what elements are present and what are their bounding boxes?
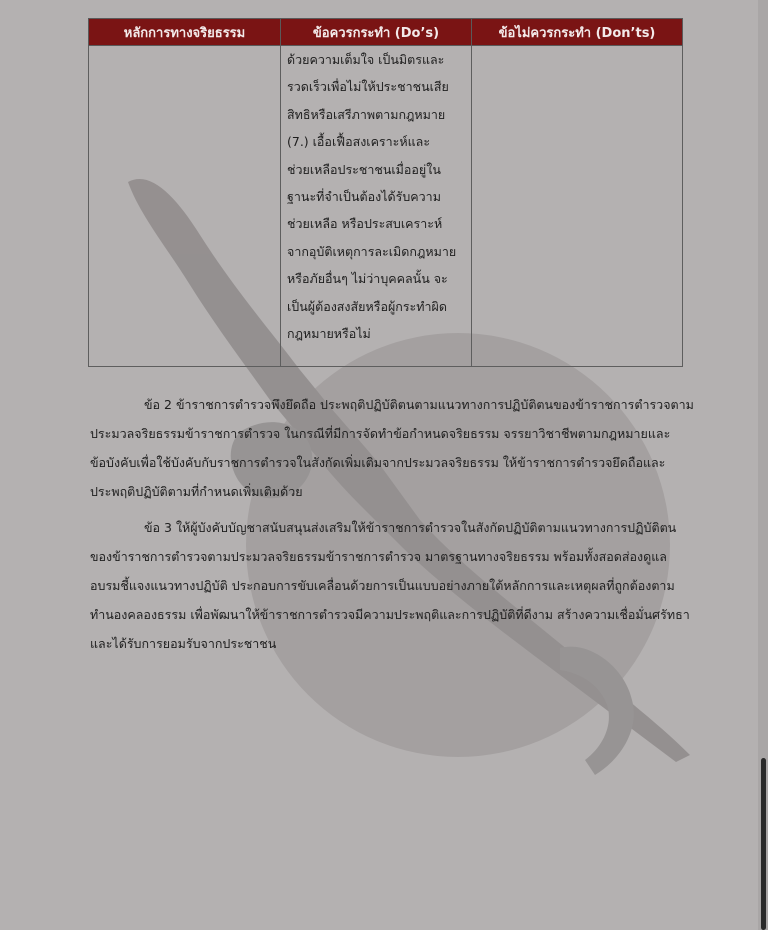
cell-principle [89,46,281,367]
header-donts: ข้อไม่ควรกระทำ (Don’ts) [472,19,683,46]
cell-donts [472,46,683,367]
header-dos: ข้อควรกระทำ (Do’s) [281,19,472,46]
dos-line: (7.) เอื้อเฟื้อสงเคราะห์และ [287,134,431,150]
dos-line: เป็นผู้ต้องสงสัยหรือผู้กระทำผิด [287,298,447,314]
paragraph-clause-2 [90,390,694,506]
dos-line: ช่วยเหลือประชาชนเมื่ออยู่ใน [287,161,441,177]
paragraph-line: และได้รับการยอมรับจากประชาชน [90,636,277,651]
dos-line: รวดเร็วเพื่อไม่ให้ประชาชนเสีย [287,79,449,95]
paragraph-line: อบรมชี้แจงแนวทางปฏิบัติ ประกอบการขับเคลื่อนด้วยการเป็นแบบอย่างภายใต้หลักการและเหตุผลที่ถูกต้องตาม [90,578,675,593]
table-header-row [89,19,683,46]
paragraph-line: ทำนองคลองธรรม เพื่อพัฒนาให้ข้าราชการตำรวจมีความประพฤติและการปฏิบัติที่ดีงาม สร้างความเชื่อมั่นศรัทธา [90,607,690,622]
ethics-table [88,18,683,367]
paragraph-line: ประมวลจริยธรรมข้าราชการตำรวจ ในกรณีที่มีการจัดทำข้อกำหนดจริยธรรม จรรยาวิชาชีพตามกฎหมายและ [90,426,671,441]
paragraph-line: ข้อบังคับเพื่อใช้บังคับกับราชการตำรวจในสังกัดเพิ่มเติมจากประมวลจริยธรรม ให้ข้าราชการตำรวจยึดถือและ [90,455,666,470]
dos-line: ฐานะที่จำเป็นต้องได้รับความ [287,189,441,205]
cell-dos [281,46,472,367]
paragraph-clause-3 [90,513,690,658]
scrollbar-thumb[interactable] [761,758,766,930]
paragraph-line: ประพฤติปฏิบัติตามที่กำหนดเพิ่มเติมด้วย [90,484,303,499]
header-ethics-principle: หลักการทางจริยธรรม [89,19,281,46]
vertical-scrollbar[interactable] [758,0,768,930]
table-row [89,46,683,367]
paragraph-line: ของข้าราชการตำรวจตามประมวลจริยธรรมข้าราชการตำรวจ มาตรฐานทางจริยธรรม พร้อมทั้งสอดส่องดูแล [90,549,667,564]
paragraph-line: ข้อ 2 ข้าราชการตำรวจพึงยึดถือ ประพฤติปฏิบัติตนตามแนวทางการปฏิบัติตนของข้าราชการตำรวจตาม [144,397,694,412]
dos-line: กฎหมายหรือไม่ [287,326,371,342]
dos-line: สิทธิหรือเสรีภาพตามกฎหมาย [287,106,446,122]
dos-line: ช่วยเหลือ หรือประสบเคราะห์ [287,216,443,232]
dos-line: หรือภัยอื่นๆ ไม่ว่าบุคคลนั้น จะ [287,271,448,287]
paragraph-line: ข้อ 3 ให้ผู้บังคับบัญชาสนับสนุนส่งเสริมให้ข้าราชการตำรวจในสังกัดปฏิบัติตามแนวทางการปฏิบัติตน [144,520,677,535]
dos-line: ด้วยความเต็มใจ เป็นมิตรและ [287,52,445,67]
dos-line: จากอุบัติเหตุการละเมิดกฎหมาย [287,243,457,259]
